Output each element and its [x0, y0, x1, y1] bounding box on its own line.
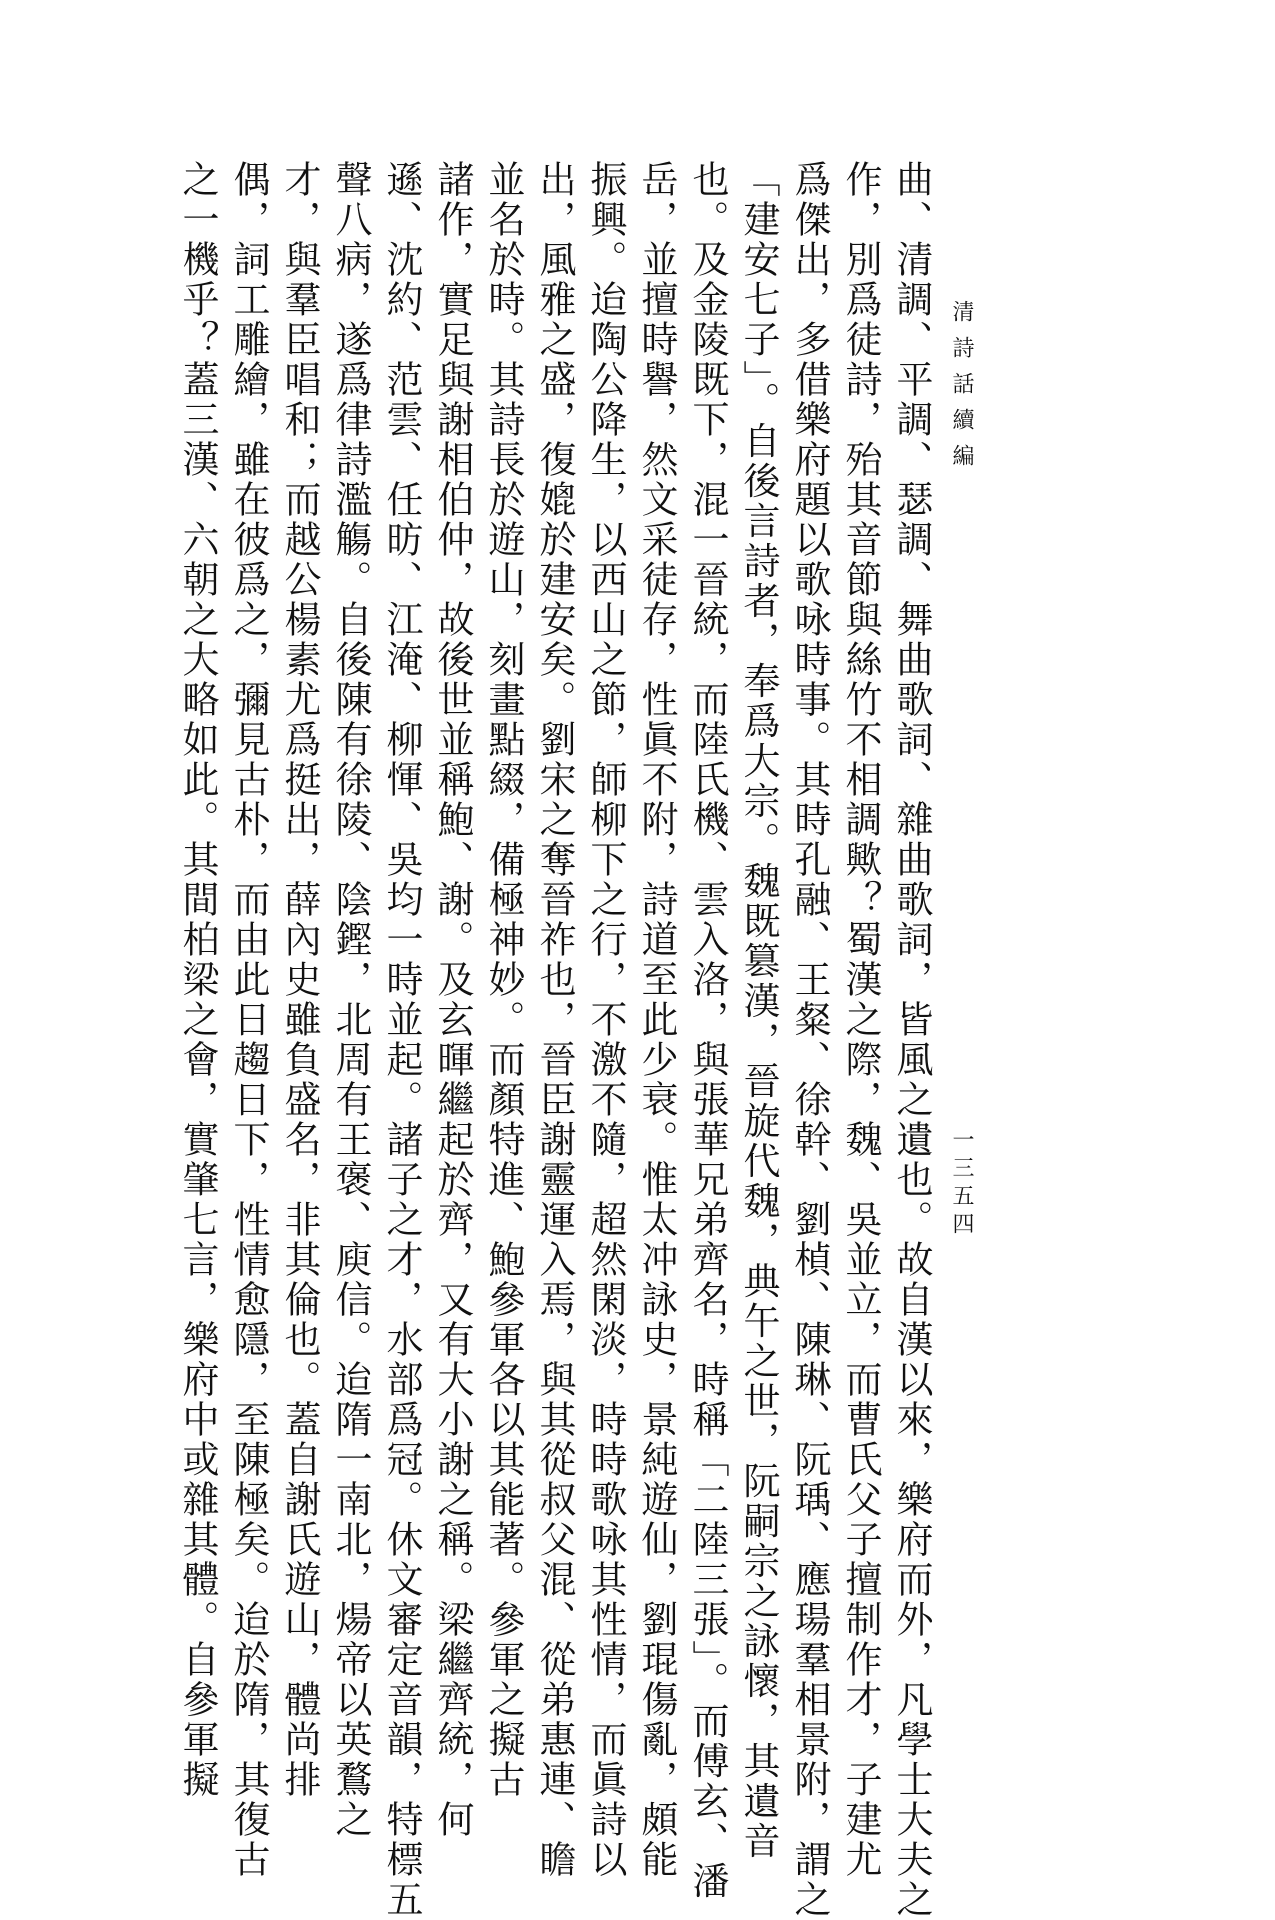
text-column: 振興。迨陶公降生，以西山之節，師柳下之行，不激不隨，超然閑淡，時時歌咏其性情，而眞詩以 — [584, 160, 627, 1880]
body-text — [176, 160, 937, 1920]
text-column: 才，與羣臣唱和；而越公楊素尤爲挺出，薛內史雖負盛名，非其倫也。蓋自謝氏遊山，體尚排 — [278, 160, 321, 1800]
text-column: 爲傑出，多借樂府題以歌咏時事。其時孔融、王粲、徐幹、劉楨、陳琳、阮瑀、應瑒羣相景附，謂之 — [788, 160, 831, 1920]
text-column: 岳，並擅時譽，然文采徒存，性眞不附，詩道至此少衰。惟太冲詠史，景純遊仙，劉琨傷亂，頗能 — [635, 160, 678, 1880]
running-title: 清詩話續編 — [949, 300, 974, 480]
text-column: 聲八病，遂爲律詩濫觴。自後陳有徐陵、陰鏗，北周有王褒、庾信。迨隋一南北，煬帝以英鶩之 — [329, 160, 372, 1840]
text-column: 之一機乎？蓋三漢、六朝之大略如此。其間柏梁之會，實肇七言，樂府中或雜其體。自參軍擬 — [176, 160, 219, 1800]
text-column: 出，風雅之盛，復媲於建安矣。劉宋之奪晉祚也，晉臣謝靈運入焉，與其從叔父混、從弟惠連、瞻 — [533, 160, 576, 1880]
text-column: 也。及金陵既下，混一晉統，而陸氏機、雲入洛，與張華兄弟齊名，時稱「二陸三張」。而傅玄、潘 — [686, 160, 729, 1902]
text-column: 偶，詞工雕繪，雖在彼爲之，彌見古朴，而由此日趨日下，性情愈隱，至陳極矣。迨於隋，其復古 — [227, 160, 270, 1880]
text-column: 並名於時。其詩長於遊山，刻畫點綴，備極神妙。而顏特進、鮑參軍各以其能著。參軍之擬古 — [482, 160, 525, 1800]
text-column: 遜、沈約、范雲、任昉、江淹、柳惲、吳均一時並起。諸子之才，水部爲冠。休文審定音韻，特標五 — [380, 160, 423, 1920]
text-column: 「建安七子」。自後言詩者，奉爲大宗。魏既篡漢，晉旋代魏，典午之世，阮嗣宗之詠懷，其遺音 — [737, 160, 780, 1862]
text-column: 曲、清調、平調、瑟調、舞曲歌詞、雜曲歌詞，皆風之遺也。故自漢以來，樂府而外，凡學士大夫之 — [890, 160, 933, 1920]
page-number: 一三五四 — [949, 1128, 974, 1240]
text-column: 諸作，實足與謝相伯仲，故後世並稱鮑、謝。及玄暉繼起於齊，又有大小謝之稱。梁繼齊統，何 — [431, 160, 474, 1840]
text-column: 作，別爲徒詩，殆其音節與絲竹不相調歟？蜀漢之際，魏、吳並立，而曹氏父子擅制作才，子建尤 — [839, 160, 882, 1880]
